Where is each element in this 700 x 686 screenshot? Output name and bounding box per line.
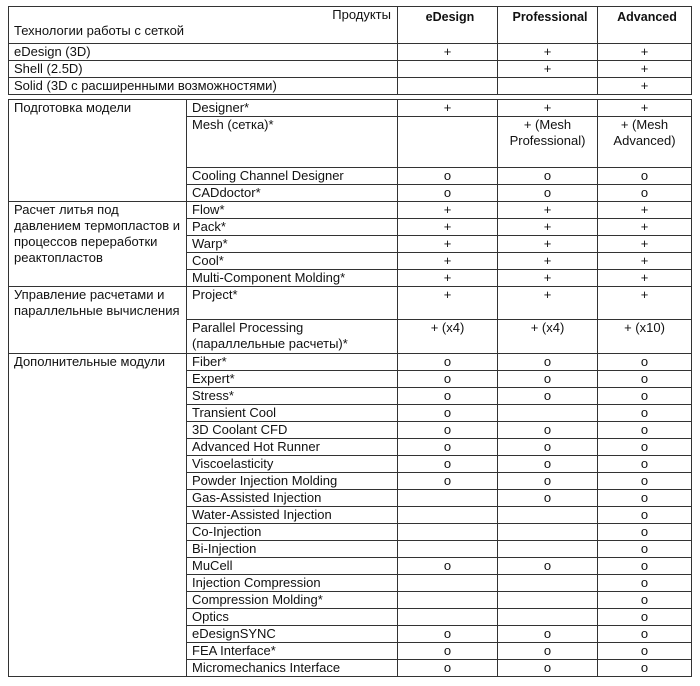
cell-value: o (598, 626, 692, 643)
cell-value: + (598, 44, 692, 61)
column-header-professional: Professional (498, 7, 598, 44)
row-label: eDesign (3D) (9, 44, 398, 61)
row-label: Micromechanics Interface (187, 660, 398, 677)
cell-value: o (398, 558, 498, 575)
cell-value: + (598, 253, 692, 270)
row-label: Transient Cool (187, 405, 398, 422)
cell-value: o (498, 388, 598, 405)
cell-value: o (398, 660, 498, 677)
row-label: Fiber* (187, 354, 398, 371)
cell-value: + (498, 287, 598, 320)
cell-value (398, 490, 498, 507)
cell-value: o (498, 643, 598, 660)
row-label: Cool* (187, 253, 398, 270)
cell-value: o (498, 473, 598, 490)
row-label: Solid (3D с расширенными возможностями) (9, 78, 398, 95)
cell-value: + (598, 100, 692, 117)
cell-value: + (598, 270, 692, 287)
cell-value: o (598, 592, 692, 609)
table-row (9, 61, 692, 78)
cell-value: o (598, 643, 692, 660)
row-label: Bi-Injection (187, 541, 398, 558)
table-row (9, 100, 692, 117)
row-label: Co-Injection (187, 524, 398, 541)
cell-value: o (398, 168, 498, 185)
cell-value (498, 507, 598, 524)
cell-value: + (498, 61, 598, 78)
cell-value: + (398, 236, 498, 253)
row-label: FEA Interface* (187, 643, 398, 660)
cell-value: + (498, 270, 598, 287)
cell-value: o (398, 456, 498, 473)
cell-value (398, 117, 498, 168)
row-label: Project* (187, 287, 398, 320)
cell-value: o (598, 405, 692, 422)
cell-value: o (598, 473, 692, 490)
cell-value: o (498, 185, 598, 202)
cell-value (498, 405, 598, 422)
cell-value: o (398, 473, 498, 490)
row-label: Advanced Hot Runner (187, 439, 398, 456)
cell-value: o (398, 643, 498, 660)
table-row (9, 202, 692, 219)
row-label: Shell (2.5D) (9, 61, 398, 78)
row-label: Warp* (187, 236, 398, 253)
table-row (9, 78, 692, 95)
cell-value: + (498, 202, 598, 219)
cell-value: o (598, 558, 692, 575)
category-label: Дополнительные модули (9, 354, 187, 677)
cell-value: + (398, 202, 498, 219)
row-label: Parallel Processing (параллельные расчеты)* (187, 320, 398, 354)
cell-value (398, 541, 498, 558)
cell-value: + (398, 287, 498, 320)
cell-value: o (398, 371, 498, 388)
row-label: Stress* (187, 388, 398, 405)
row-label: Gas-Assisted Injection (187, 490, 398, 507)
cell-value: o (498, 168, 598, 185)
cell-value (498, 78, 598, 95)
cell-value (498, 541, 598, 558)
category-label: Расчет литья под давлением термопластов и процессов переработки реактопластов (9, 202, 187, 287)
cell-value: + (398, 219, 498, 236)
cell-value (498, 609, 598, 626)
mesh-technology-table (8, 6, 692, 95)
cell-value: o (498, 439, 598, 456)
cell-value: o (498, 456, 598, 473)
cell-value (498, 592, 598, 609)
cell-value: o (398, 422, 498, 439)
cell-value: + (398, 44, 498, 61)
row-label: Designer* (187, 100, 398, 117)
row-label: CADdoctor* (187, 185, 398, 202)
cell-value: o (498, 660, 598, 677)
cell-value: o (598, 371, 692, 388)
cell-value: o (498, 626, 598, 643)
cell-value: o (398, 626, 498, 643)
cell-value: + (598, 236, 692, 253)
cell-value (498, 524, 598, 541)
cell-value: o (598, 507, 692, 524)
row-label: Cooling Channel Designer (187, 168, 398, 185)
cell-value: o (598, 439, 692, 456)
cell-value: + (x10) (598, 320, 692, 354)
cell-value: + (598, 287, 692, 320)
row-label: Pack* (187, 219, 398, 236)
cell-value (398, 507, 498, 524)
cell-value: + (498, 44, 598, 61)
cell-value: o (498, 354, 598, 371)
cell-value (398, 524, 498, 541)
row-label: Multi-Component Molding* (187, 270, 398, 287)
cell-value: + (598, 61, 692, 78)
cell-value: + (498, 100, 598, 117)
cell-value: + (398, 100, 498, 117)
cell-value: o (598, 575, 692, 592)
row-label: MuCell (187, 558, 398, 575)
cell-value: o (498, 558, 598, 575)
cell-value: o (598, 456, 692, 473)
cell-value: + (x4) (398, 320, 498, 354)
mesh-tech-label: Технологии работы с сеткой (14, 23, 185, 38)
row-label: Injection Compression (187, 575, 398, 592)
cell-value: + (x4) (498, 320, 598, 354)
cell-value (398, 575, 498, 592)
cell-value (398, 592, 498, 609)
cell-value: o (498, 422, 598, 439)
cell-value: o (398, 388, 498, 405)
cell-value (398, 609, 498, 626)
row-label: Mesh (сетка)* (187, 117, 398, 168)
header-label-cell (9, 7, 398, 44)
cell-value: + (598, 219, 692, 236)
cell-value: o (598, 609, 692, 626)
row-label: eDesignSYNC (187, 626, 398, 643)
products-label: Продукты (332, 7, 391, 22)
category-label: Управление расчетами и параллельные вычисления (9, 287, 187, 354)
table-row (9, 44, 692, 61)
cell-value: o (398, 185, 498, 202)
cell-value: + (598, 202, 692, 219)
cell-value: o (598, 185, 692, 202)
modules-table (8, 99, 692, 677)
table-row (9, 354, 692, 371)
cell-value: o (498, 490, 598, 507)
cell-value: o (498, 371, 598, 388)
cell-value: + (498, 253, 598, 270)
row-label: 3D Coolant CFD (187, 422, 398, 439)
row-label: Water-Assisted Injection (187, 507, 398, 524)
cell-value: + (498, 236, 598, 253)
cell-value: + (498, 219, 598, 236)
cell-value: o (598, 524, 692, 541)
row-label: Compression Molding* (187, 592, 398, 609)
row-label: Viscoelasticity (187, 456, 398, 473)
cell-value: o (598, 541, 692, 558)
cell-value (398, 61, 498, 78)
cell-value (398, 78, 498, 95)
column-header-edesign: eDesign (398, 7, 498, 44)
cell-value: o (398, 354, 498, 371)
cell-value: + (398, 253, 498, 270)
cell-value: + (Mesh Professional) (498, 117, 598, 168)
cell-value: o (598, 354, 692, 371)
cell-value: o (598, 168, 692, 185)
cell-value: o (398, 405, 498, 422)
row-label: Expert* (187, 371, 398, 388)
row-label: Powder Injection Molding (187, 473, 398, 490)
cell-value: o (398, 439, 498, 456)
cell-value: o (598, 490, 692, 507)
row-label: Flow* (187, 202, 398, 219)
cell-value (498, 575, 598, 592)
cell-value: o (598, 388, 692, 405)
column-header-advanced: Advanced (598, 7, 692, 44)
category-label: Подготовка модели (9, 100, 187, 202)
cell-value: + (Mesh Advanced) (598, 117, 692, 168)
cell-value: o (598, 422, 692, 439)
cell-value: + (398, 270, 498, 287)
table-row (9, 287, 692, 320)
cell-value: o (598, 660, 692, 677)
cell-value: + (598, 78, 692, 95)
row-label: Optics (187, 609, 398, 626)
